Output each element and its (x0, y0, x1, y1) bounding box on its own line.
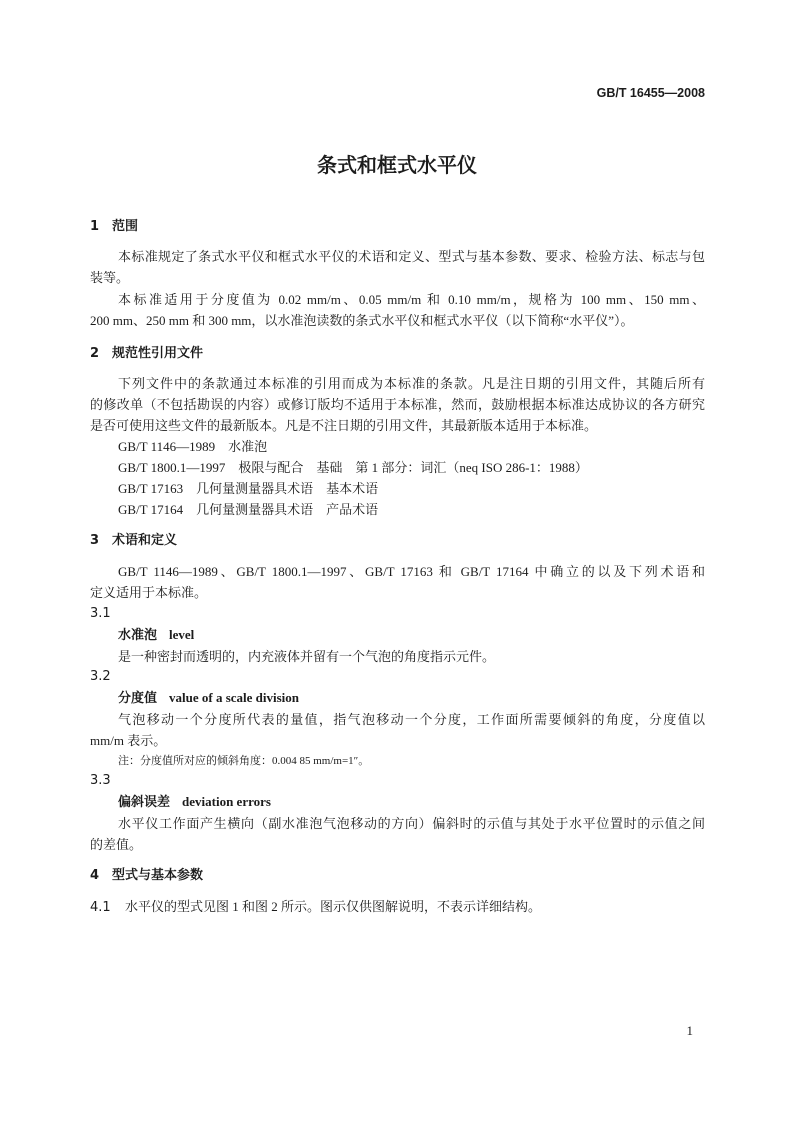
paragraph (90, 289, 705, 331)
term-en: level (169, 627, 195, 642)
term-note: 注：分度值所对应的倾斜角度：0.004 85 mm/m=1″。 (118, 755, 370, 767)
section-title: 范围 (112, 219, 139, 234)
term-en: value of a scale division (169, 690, 300, 705)
section-number: 4 (90, 868, 100, 883)
section-title: 型式与基本参数 (112, 868, 204, 883)
term-definition-line: mm/m 表示。 (90, 733, 167, 748)
standard-number: GB/T 16455—2008 (596, 86, 705, 100)
term-heading (90, 624, 705, 646)
section-number: 1 (90, 219, 100, 234)
paragraph-line: 的修改单（不包括勘误的内容）或修订版均不适用于本标准，然而，鼓励根据本标准达成协议的各方研究 (90, 397, 705, 412)
paragraph-line: 下列文件中的条款通过本标准的引用而成为本标准的条款。凡是注日期的引用文件，其随后所有 (118, 376, 705, 391)
paragraph-line: 本标准适用于分度值为 0.02 mm/m、0.05 mm/m 和 0.10 mm/m，规格为 100 mm、150 mm、 (118, 292, 705, 307)
clause-text: 水平仪的型式见图 1 和图 2 所示。图示仅供图解说明，不表示详细结构。 (125, 899, 542, 914)
term-number: 3.3 (90, 773, 111, 788)
term-heading (90, 687, 705, 709)
paragraph (90, 561, 705, 603)
paragraph-line: 200 mm、250 mm 和 300 mm，以水准泡读数的条式水平仪和框式水平仪（以下简称“水平仪”）。 (90, 313, 634, 328)
section-heading (90, 530, 705, 551)
paragraph-line: 定义适用于本标准。 (90, 585, 208, 600)
paragraph-line: 本标准规定了条式水平仪和框式水平仪的术语和定义、型式与基本参数、要求、检验方法、标志与包 (118, 249, 705, 264)
reference-item: GB/T 1146—1989 水准泡 (118, 439, 268, 454)
term-zh: 水准泡 (118, 628, 158, 643)
term-entry (90, 666, 705, 772)
paragraph-line: 是否可使用这些文件的最新版本。凡是不注日期的引用文件，其最新版本适用于本标准。 (90, 418, 598, 433)
reference-item: GB/T 17163 几何量测量器具术语 基本术语 (118, 481, 379, 496)
term-definition-line: 的差值。 (90, 837, 143, 852)
term-number: 3.2 (90, 669, 111, 684)
term-heading (90, 791, 705, 813)
term-number: 3.1 (90, 606, 111, 621)
page-title: 条式和框式水平仪 (317, 153, 477, 177)
term-entry (90, 770, 705, 855)
section-heading (90, 216, 705, 237)
term-definition-line: 气泡移动一个分度所代表的量值，指气泡移动一个分度，工作面所需要倾斜的角度，分度值以 (118, 712, 705, 727)
paragraph-line: GB/T 1146—1989、GB/T 1800.1—1997、GB/T 17163 和 GB/T 17164 中确立的以及下列术语和 (118, 564, 705, 579)
section-number: 2 (90, 346, 100, 361)
section-number: 3 (90, 533, 100, 548)
paragraph-line: 装等。 (90, 270, 130, 285)
term-entry (90, 603, 705, 667)
section-heading (90, 865, 705, 886)
term-zh: 分度值 (118, 691, 158, 706)
term-en: deviation errors (182, 794, 271, 809)
section-heading (90, 343, 705, 364)
term-zh: 偏斜误差 (118, 795, 171, 810)
paragraph (90, 373, 705, 436)
section-title: 规范性引用文件 (112, 346, 204, 361)
term-definition-line: 是一种密封而透明的，内充液体并留有一个气泡的角度指示元件。 (118, 649, 496, 664)
clause-number: 4.1 (90, 900, 111, 915)
clause (90, 896, 705, 918)
term-definition-line: 水平仪工作面产生横向（副水准泡气泡移动的方向）偏斜时的示值与其处于水平位置时的示值之间 (118, 816, 705, 831)
page-number: 1 (686, 1023, 693, 1038)
section-title: 术语和定义 (112, 533, 178, 548)
reference-item: GB/T 17164 几何量测量器具术语 产品术语 (118, 502, 379, 517)
reference-item: GB/T 1800.1—1997 极限与配合 基础 第 1 部分：词汇（neq ISO 286-1：1988） (118, 460, 588, 475)
reference-list (90, 436, 705, 520)
paragraph (90, 246, 705, 288)
